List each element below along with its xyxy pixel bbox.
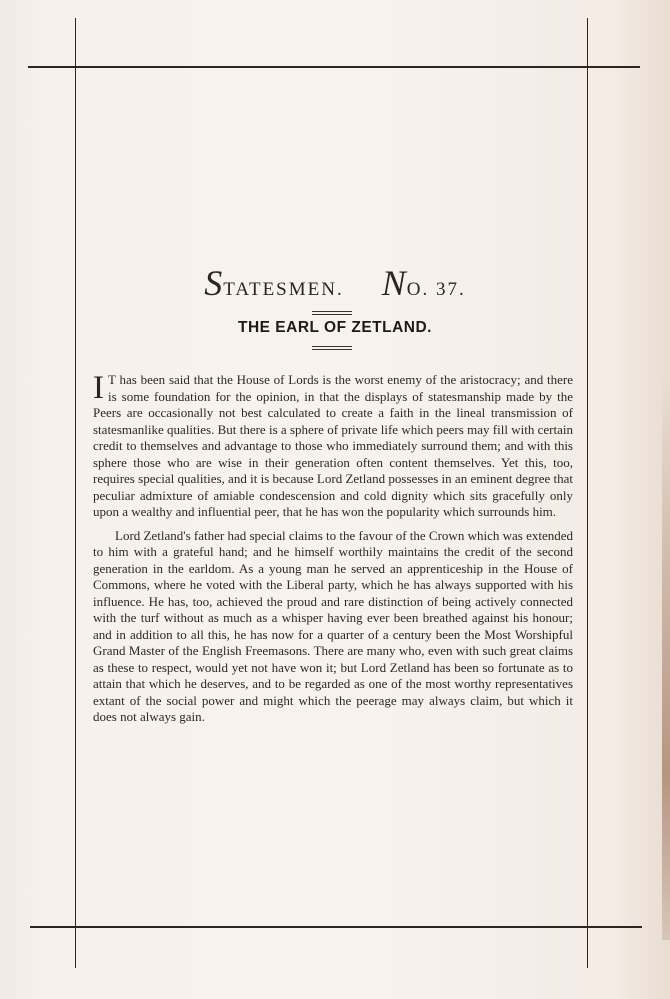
paragraph-2: Lord Zetland's father had special claims to the favour of the Crown which was extended to him with a grateful hand; and he himself worthily maintains the credit of the second generation in the earldom. As a young man he served an apprenticeship in the House of Commons, where he voted with the Liberal party, which he has always supported with his influence. He has, too, achieved the proud and rare distinction of being actively connected with the turf without as much as a whisper having ever been breathed against his honour; and in addition to all this, he has now for a quarter of a century been the Most Worshipful Grand Master of the English Freemasons. There are many who, even with such great claims as these to respect, would yet not have won it; but Lord Zetland has been so fortunate as to attain that which he deserves, and to be regarded as one of the most worthy representatives extant of the social power and might which the peerage may always claim, but which it does not always gain.: [93, 527, 573, 724]
edge-stain: [662, 380, 670, 940]
border-rule-left: [75, 18, 76, 968]
border-rule-right: [587, 18, 588, 968]
border-rule-bottom: [30, 926, 642, 928]
page-heading: [0, 262, 670, 304]
article-title: THE EARL OF ZETLAND.: [238, 319, 432, 336]
border-rule-top: [28, 66, 640, 68]
heading-number-rest: O. 37.: [406, 279, 466, 300]
paragraph-1: [93, 372, 573, 521]
ornament-rule-top: [312, 311, 352, 312]
heading-number-initial: N: [381, 263, 407, 303]
ornament-rule-top-2: [312, 314, 352, 315]
article-body: [93, 372, 573, 733]
paragraph-1-text: T has been said that the House of Lords is the worst enemy of the aristocracy; and there is some foundation for the opinion, in that the displays of statesmanship made by the Peers are occasionally not best calculated to create a faith in the lineal transmission of statesmanlike qualities. But there is a sphere of private life which peers may fill with certain credit to themselves and advantage to those who immediately surround them; and with this sphere those who are wise in their generation often content themselves. Yet this, too, requires special qualities, and it is because Lord Zetland possesses in an eminent degree that peculiar admixture of amiable condescension and cold dignity which sits gracefully only upon a wealthy and influential peer, that he has won the popularity which surrounds him.: [93, 372, 573, 519]
heading-statesmen-initial: S: [204, 263, 224, 303]
drop-cap: I: [93, 370, 104, 406]
ornament-rule-bottom: [312, 346, 352, 347]
heading-statesmen-rest: TATESMEN.: [223, 279, 344, 300]
ornament-rule-bottom-2: [312, 349, 352, 350]
